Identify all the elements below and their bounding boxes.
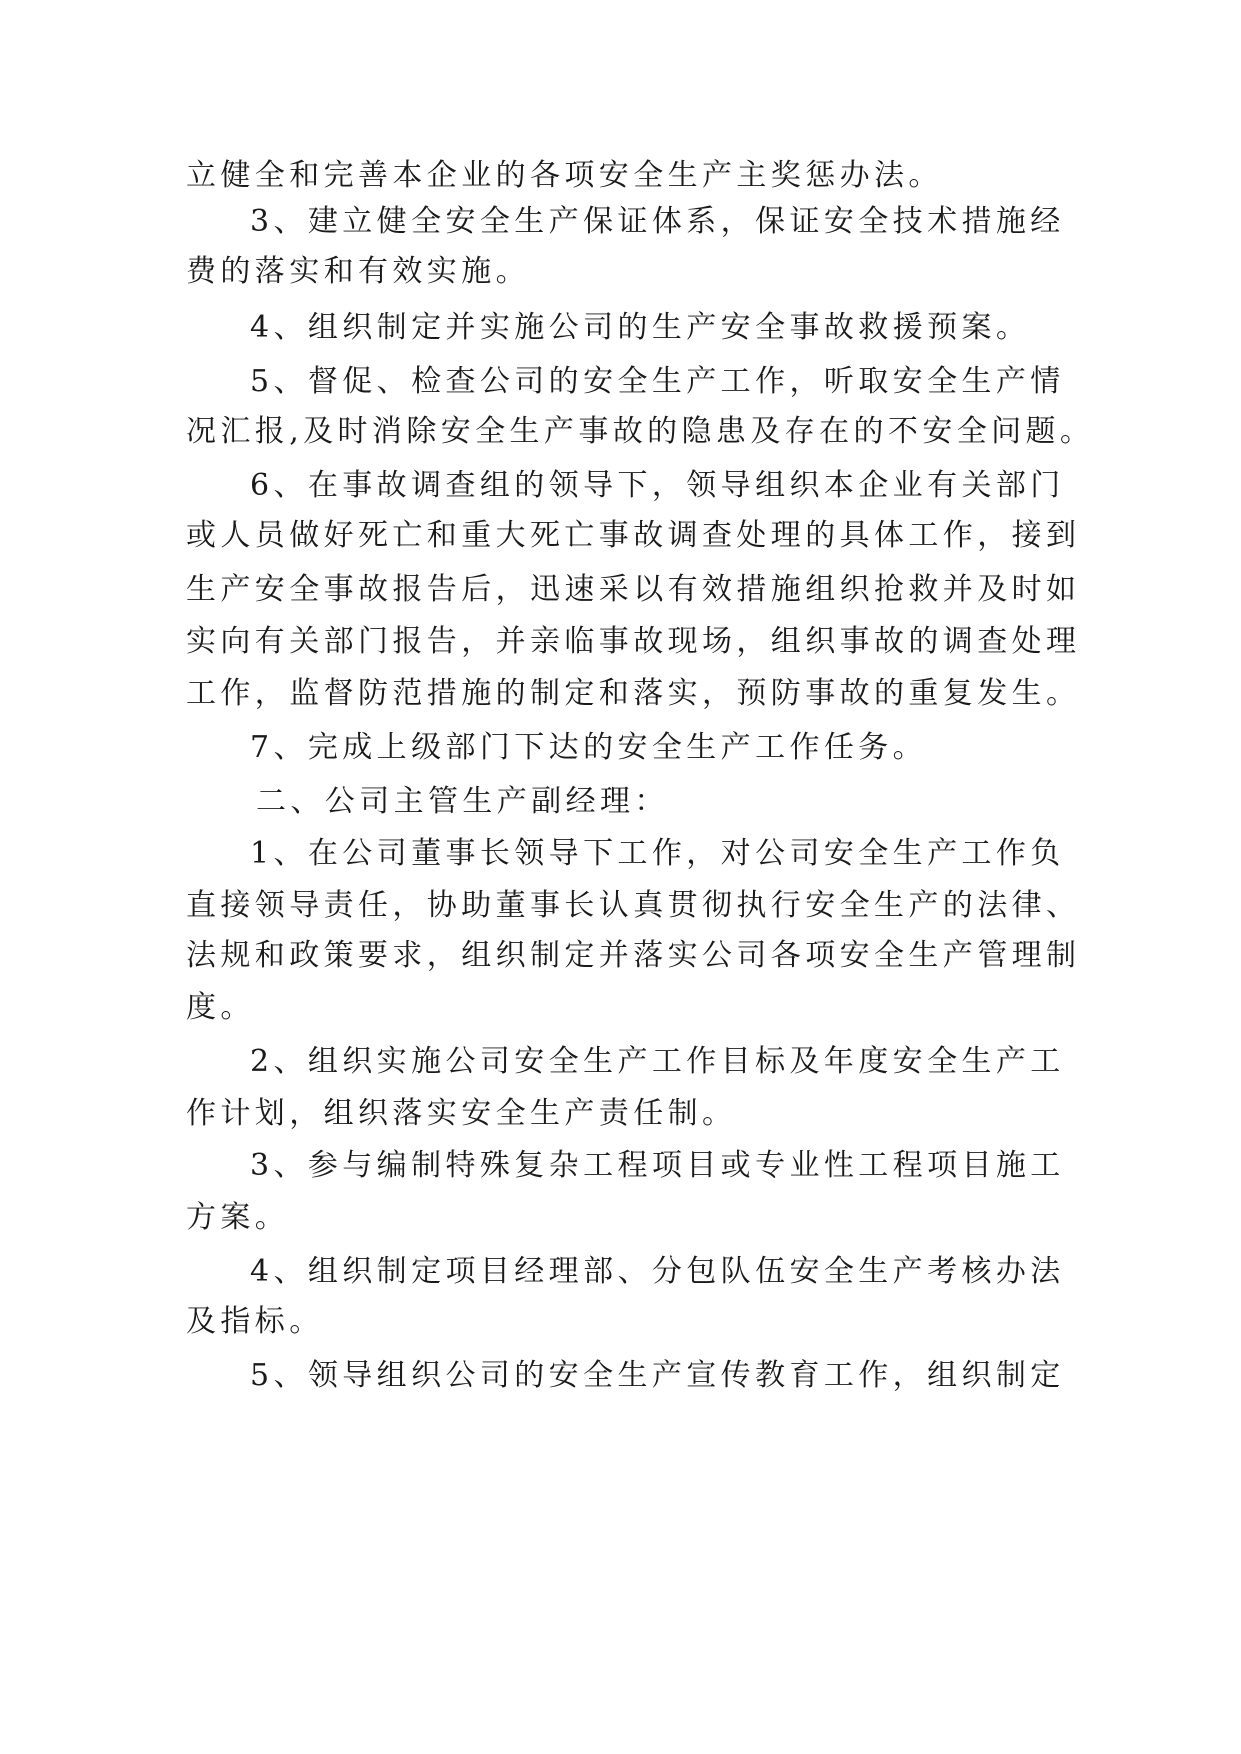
text-line: 工作，监督防范措施的制定和落实，预防事故的重复发生。 bbox=[186, 676, 1081, 711]
text-line: 1、在公司董事长领导下工作，对公司安全生产工作负 bbox=[250, 836, 1065, 871]
text-line: 及指标。 bbox=[186, 1304, 324, 1339]
text-line: 7、完成上级部门下达的安全生产工作任务。 bbox=[250, 730, 928, 765]
text-line: 度。 bbox=[186, 990, 255, 1025]
text-line: 作计划，组织落实安全生产责任制。 bbox=[186, 1096, 737, 1131]
text-line: 5、督促、检查公司的安全生产工作，听取安全生产情 bbox=[250, 364, 1065, 399]
text-line: 生产安全事故报告后，迅速采以有效措施组织抢救并及时如 bbox=[186, 572, 1081, 607]
text-line: 或人员做好死亡和重大死亡事故调查处理的具体工作，接到 bbox=[186, 518, 1081, 553]
text-line: 立健全和完善本企业的各项安全生产主奖惩办法。 bbox=[186, 158, 943, 193]
text-line: 2、组织实施公司安全生产工作目标及年度安全生产工 bbox=[250, 1044, 1065, 1079]
text-line: 4、组织制定项目经理部、分包队伍安全生产考核办法 bbox=[250, 1254, 1065, 1289]
text-line: 5、领导组织公司的安全生产宣传教育工作，组织制定 bbox=[250, 1358, 1065, 1393]
text-line: 4、组织制定并实施公司的生产安全事故救援预案。 bbox=[250, 310, 1031, 345]
text-line: 费的落实和有效实施。 bbox=[186, 254, 530, 289]
text-line: 直接领导责任，协助董事长认真贯彻执行安全生产的法律、 bbox=[186, 888, 1081, 923]
section-heading: 二、公司主管生产副经理： bbox=[256, 784, 669, 819]
text-line: 3、参与编制特殊复杂工程项目或专业性工程项目施工 bbox=[250, 1148, 1065, 1183]
text-line: 3、建立健全安全生产保证体系，保证安全技术措施经 bbox=[250, 204, 1065, 239]
text-line: 法规和政策要求，组织制定并落实公司各项安全生产管理制 bbox=[186, 938, 1081, 973]
text-line: 实向有关部门报告，并亲临事故现场，组织事故的调查处理 bbox=[186, 624, 1081, 659]
text-line: 6、在事故调查组的领导下，领导组织本企业有关部门 bbox=[250, 468, 1065, 503]
text-line: 况汇报,及时消除安全生产事故的隐患及存在的不安全问题。 bbox=[186, 414, 1095, 449]
text-line: 方案。 bbox=[186, 1200, 290, 1235]
